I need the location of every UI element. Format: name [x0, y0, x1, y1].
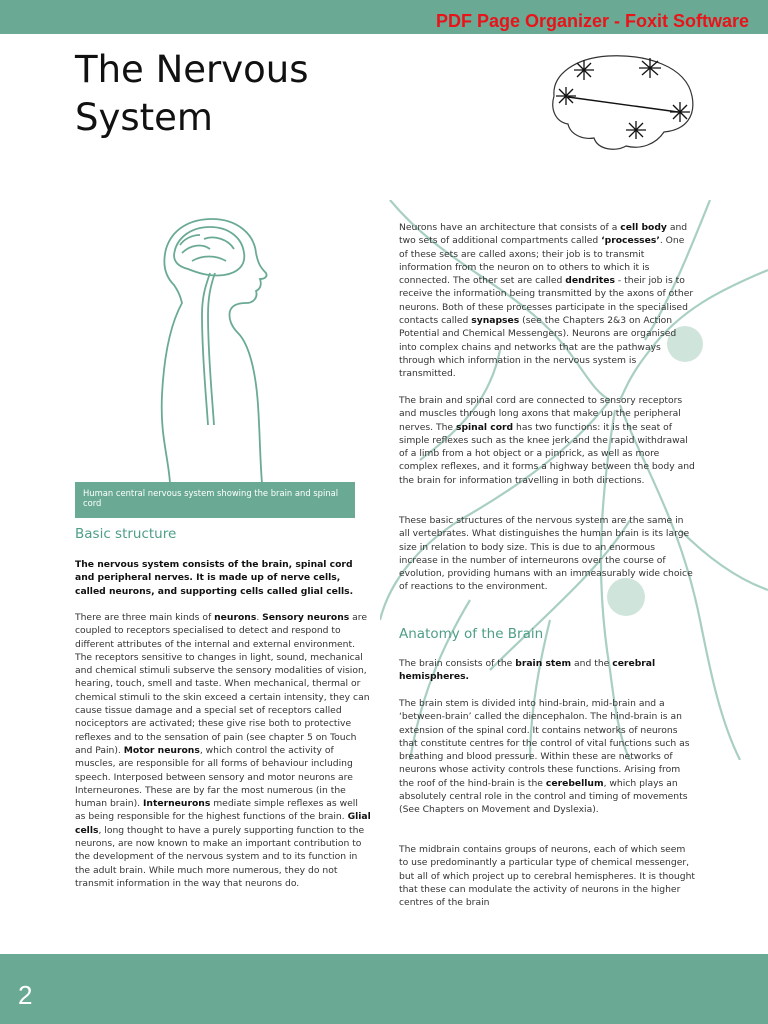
vertebrates-paragraph: [399, 514, 695, 594]
bold-term: synapses: [471, 315, 520, 327]
text-segment: (see the Chapters 2&3 on Action Potential and Chemical Messengers). Neurons are organised into complex chains and networks that are the pathways through which information in the nervous system is transmitted.: [399, 315, 677, 380]
basic-structure-paragraph: [75, 611, 371, 890]
text-segment: .: [256, 612, 263, 623]
page-number: 2: [18, 980, 33, 1010]
header-title: PDF Page Organizer - Foxit Software: [435, 11, 749, 31]
text-segment: has two functions: it is the seat of simple reflexes such as the knee jerk and the rapid withdrawal of a limb from a hot object or a pinprick, as well as more complex reflexes, and it forms a highway between the body and the brain for information travelling in both directions.: [399, 421, 695, 486]
text-segment: and the: [571, 658, 613, 669]
brain-consists-paragraph: [399, 657, 695, 684]
bold-term: neurons: [214, 612, 257, 623]
text-segment: - their job is to receive the information being transmitted by the axons of other neurons. Both of these processes participate in the specialised contacts called: [399, 275, 694, 327]
footer-bar: [0, 954, 768, 1024]
text-segment: The midbrain contains groups of neurons, each of which seem to use predominantly a particular type of chemical messenger, but all of which project up to cerebral hemispheres. It is thought that these can modulate the activity of neurons in the higher centres of the brain: [399, 844, 696, 909]
text-segment: The brain and spinal cord are connected to sensory receptors and muscles through long axons that make up the peripheral nerves. The: [399, 395, 683, 433]
text-segment: are coupled to receptors specialised to detect and respond to different attributes of the internal and external environment. The receptors sensitive to changes in light, sound, mechanical and chemical stimuli subserve the sensory modalities of vision, hearing, touch, smell and taste. When mechanical, thermal or chemical stimuli to the skin exceed a certain intensity, they can cause tissue damage and a special set of receptors called nociceptors are activated; these give rise both to protective reflexes and to the sensation of pain (see chapter 5 on Touch and Pain).: [75, 612, 370, 756]
section-heading-basic-structure: Basic structure: [75, 526, 177, 542]
bold-term: Glial cells: [75, 811, 371, 836]
section-heading-anatomy-of-the-brain: Anatomy of the Brain: [399, 626, 544, 642]
text-segment: , long thought to have a purely supporting function to the neurons, are now known to make an important contribution to the development of the nervous system and to its function in the adult brain. While much more numerous, they do not transmit information in the way that neurons do.: [75, 824, 365, 889]
brain-stem-paragraph: [399, 697, 695, 817]
text-segment: . One of these sets are called axons; their job is to transmit information from the neuron on to others to which it is connected. The other set are called: [399, 235, 685, 287]
figure-caption: Human central nervous system showing the brain and spinal cord: [75, 482, 355, 518]
bold-term: cerebral hemispheres.: [399, 658, 656, 683]
bold-term: brain stem: [515, 658, 572, 669]
text-segment: Neurons have an architecture that consists of a: [399, 222, 621, 233]
bold-term: spinal cord: [455, 421, 514, 433]
text-segment: These basic structures of the nervous system are the same in all vertebrates. What distinguishes the human brain is its large size in relation to body size. This is due to an enormous increase in the number of interneurons over the course of evolution, providing humans with an immeasurably wide choice of reactions to the environment.: [399, 515, 693, 593]
bold-term: dendrites: [565, 275, 615, 287]
bold-term: Sensory neurons: [262, 612, 350, 623]
midbrain-paragraph: [399, 843, 695, 909]
bold-term: Interneurons: [143, 798, 211, 810]
bold-term: ‘processes’: [601, 235, 660, 247]
bold-term: Motor neurons: [123, 744, 200, 756]
text-segment: , which plays an absolutely central role in the control and timing of movements (See Chapters on Movement and Dyslexia).: [399, 777, 688, 816]
neurons-architecture-paragraph: [399, 221, 695, 381]
brain-neurons-illustration: [546, 52, 696, 154]
text-segment: and two sets of additional compartments called: [399, 222, 688, 247]
human-nervous-system-illustration: [110, 215, 330, 485]
text-segment: There are three main kinds of: [75, 612, 215, 623]
text-segment: The brain consists of the: [399, 658, 516, 669]
text-segment: , which control the activity of muscles, are responsible for all forms of behaviour including speech. Interposed between sensory and motor neurons are Interneurones. These are by far the most numerous (in the human brain).: [75, 744, 353, 810]
bold-term: cell body: [620, 222, 667, 233]
bold-term: cerebellum: [545, 777, 604, 789]
text-segment: The brain stem is divided into hind-brain, mid-brain and a ‘between-brain’ called the diencephalon. The hind-brain is an extension of the spinal cord. It contains networks of neurons that constitute centres for the control of vital functions such as breathing and blood pressure. Within these are networks of neurons whose activity controls these functions. Arising from the roof of the hind-brain is the: [399, 698, 690, 789]
spinal-cord-paragraph: [399, 394, 695, 487]
text-segment: mediate simple reflexes as well as being responsible for the highest functions of the brain.: [75, 798, 358, 823]
page-title: The Nervous System: [75, 48, 309, 139]
basic-structure-intro: The nervous system consists of the brain, spinal cord and peripheral nerves. It is made up of nerve cells, called neurons, and supporting cells called glial cells.: [75, 559, 354, 597]
